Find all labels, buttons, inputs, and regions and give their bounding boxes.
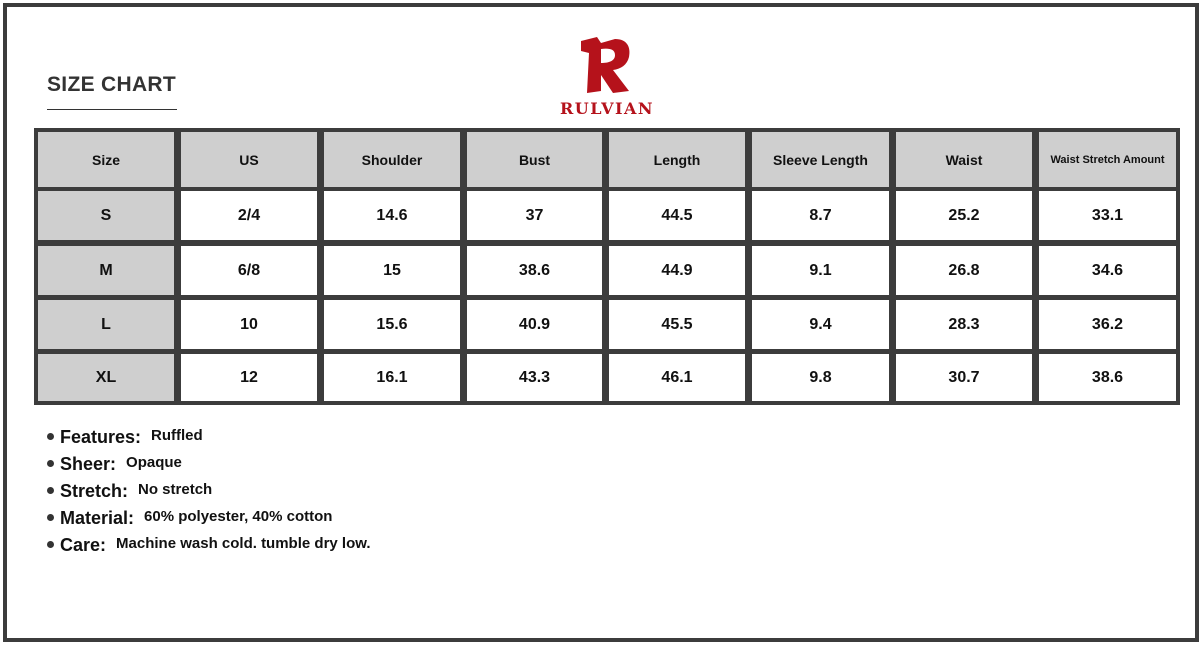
- column-header: Waist Stretch Amount: [1039, 132, 1176, 187]
- feature-value: No stretch: [138, 481, 213, 498]
- bullet-icon: [47, 433, 54, 440]
- size-label-cell: S: [38, 191, 174, 240]
- feature-value: Machine wash cold. tumble dry low.: [116, 535, 371, 552]
- table-cell: 2/4: [181, 191, 317, 240]
- bullet-icon: [47, 514, 54, 521]
- table-cell: 8.7: [752, 191, 889, 240]
- table-cell: 44.5: [609, 191, 745, 240]
- feature-item: [47, 508, 371, 535]
- table-cell: 12: [181, 354, 317, 401]
- bullet-icon: [47, 487, 54, 494]
- feature-label: Sheer:: [60, 454, 117, 474]
- feature-item: [47, 481, 371, 508]
- table-cell: 34.6: [1039, 246, 1176, 295]
- column-header: Size: [38, 132, 174, 187]
- feature-label: Stretch:: [60, 481, 129, 501]
- column-header: Length: [609, 132, 745, 187]
- feature-value: 60% polyester, 40% cotton: [144, 508, 333, 525]
- table-cell: 36.2: [1039, 300, 1176, 349]
- table-cell: 25.2: [896, 191, 1032, 240]
- table-cell: 38.6: [467, 246, 602, 295]
- table-cell: 10: [181, 300, 317, 349]
- column-header: Waist: [896, 132, 1032, 187]
- table-cell: 15: [324, 246, 460, 295]
- table-cell: 26.8: [896, 246, 1032, 295]
- feature-value: Opaque: [126, 454, 182, 471]
- table-cell: 14.6: [324, 191, 460, 240]
- feature-item: [47, 427, 371, 454]
- size-chart-frame: [3, 3, 1199, 642]
- title-underline: [47, 109, 177, 110]
- feature-item: [47, 535, 371, 562]
- table-cell: 37: [467, 191, 602, 240]
- table-cell: 46.1: [609, 354, 745, 401]
- brand-name: RULVIAN: [559, 99, 655, 118]
- rulvian-r-logo-icon: [577, 35, 637, 97]
- bullet-icon: [47, 541, 54, 548]
- column-header: Bust: [467, 132, 602, 187]
- table-cell: 43.3: [467, 354, 602, 401]
- bullet-icon: [47, 460, 54, 467]
- feature-label: Features:: [60, 427, 142, 447]
- table-cell: 38.6: [1039, 354, 1176, 401]
- feature-label: Care:: [60, 535, 107, 555]
- feature-item: [47, 454, 371, 481]
- table-cell: 6/8: [181, 246, 317, 295]
- table-cell: 30.7: [896, 354, 1032, 401]
- table-cell: 28.3: [896, 300, 1032, 349]
- table-cell: 9.4: [752, 300, 889, 349]
- table-cell: 40.9: [467, 300, 602, 349]
- page-title: SIZE CHART: [47, 73, 176, 96]
- table-cell: 33.1: [1039, 191, 1176, 240]
- size-table: [34, 128, 1180, 405]
- column-header: Sleeve Length: [752, 132, 889, 187]
- feature-list: [47, 427, 371, 562]
- size-label-cell: M: [38, 246, 174, 295]
- column-header: US: [181, 132, 317, 187]
- table-cell: 15.6: [324, 300, 460, 349]
- table-cell: 9.1: [752, 246, 889, 295]
- column-header: Shoulder: [324, 132, 460, 187]
- size-label-cell: L: [38, 300, 174, 349]
- feature-label: Material:: [60, 508, 135, 528]
- table-cell: 44.9: [609, 246, 745, 295]
- size-label-cell: XL: [38, 354, 174, 401]
- table-cell: 45.5: [609, 300, 745, 349]
- table-cell: 9.8: [752, 354, 889, 401]
- brand-logo: [547, 35, 667, 119]
- table-cell: 16.1: [324, 354, 460, 401]
- feature-value: Ruffled: [151, 427, 203, 444]
